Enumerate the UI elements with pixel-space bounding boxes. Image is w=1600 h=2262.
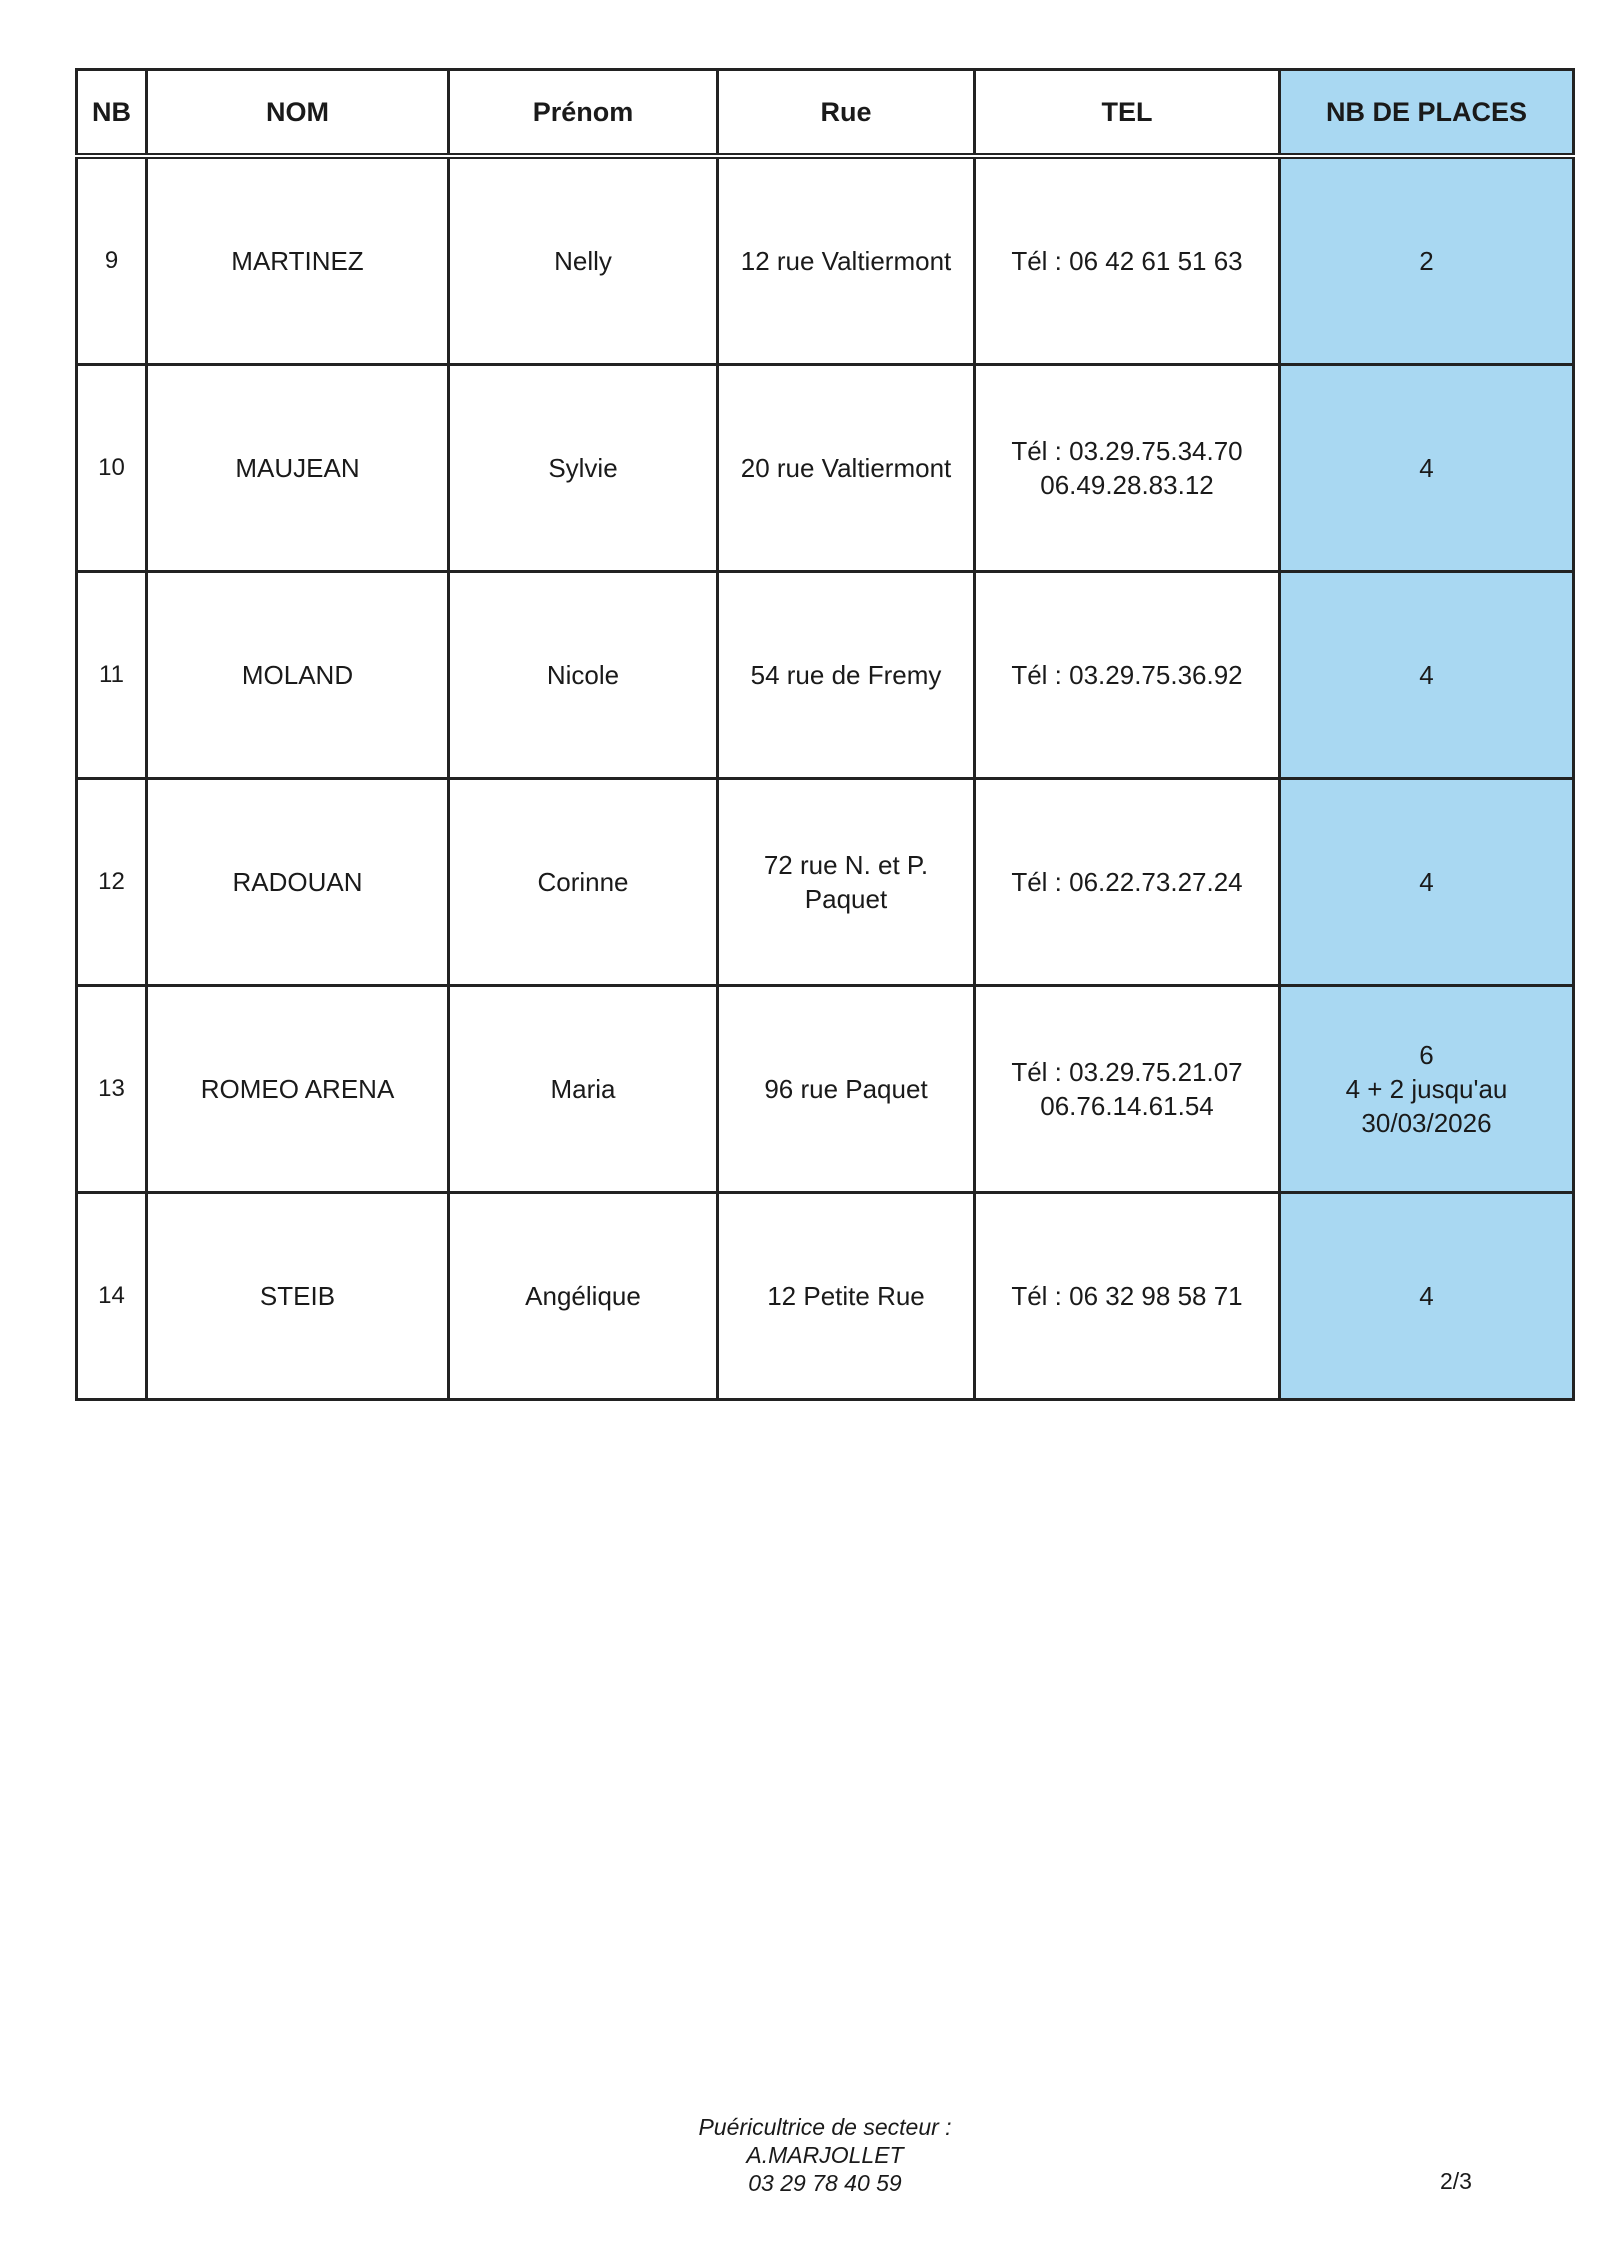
cell-nom: ROMEO ARENA	[147, 986, 449, 1193]
cell-tel-line: Tél : 06 32 98 58 71	[1011, 1281, 1243, 1311]
cell-nb: 10	[77, 365, 147, 572]
cell-nb: 12	[77, 779, 147, 986]
childminder-table	[75, 68, 1575, 1401]
page-number: 2/3	[1440, 2168, 1472, 2194]
cell-rue-line: 12 rue Valtiermont	[740, 246, 952, 276]
cell-nb-de-places-line: 4	[1419, 1281, 1434, 1311]
cell-tel-line: Tél : 03.29.75.21.07	[1011, 1057, 1243, 1087]
cell-nb-de-places-line: 4	[1419, 453, 1434, 483]
cell-nb: 14	[77, 1193, 147, 1400]
cell-prenom: Angélique	[449, 1193, 718, 1400]
cell-nb-de-places	[1280, 779, 1574, 986]
cell-tel	[975, 365, 1280, 572]
cell-tel-line: Tél : 03.29.75.36.92	[1011, 660, 1243, 690]
cell-nom: MOLAND	[147, 572, 449, 779]
cell-rue	[718, 572, 975, 779]
cell-nom: MAUJEAN	[147, 365, 449, 572]
cell-prenom: Sylvie	[449, 365, 718, 572]
cell-prenom: Corinne	[449, 779, 718, 986]
cell-tel	[975, 1193, 1280, 1400]
cell-nb: 13	[77, 986, 147, 1193]
cell-prenom: Nelly	[449, 156, 718, 365]
table-row	[77, 986, 1574, 1193]
cell-nb-de-places-line: 4 + 2 jusqu'au	[1345, 1074, 1508, 1104]
cell-nb-de-places-line: 2	[1419, 246, 1434, 276]
cell-rue-line: 54 rue de Fremy	[750, 660, 942, 690]
table-row	[77, 1193, 1574, 1400]
cell-tel	[975, 156, 1280, 365]
cell-tel	[975, 986, 1280, 1193]
cell-prenom: Nicole	[449, 572, 718, 779]
cell-nb-de-places-line: 4	[1419, 867, 1434, 897]
cell-tel-line: Tél : 06 42 61 51 63	[1011, 246, 1243, 276]
header-prenom: Prénom	[449, 70, 718, 157]
cell-nom: STEIB	[147, 1193, 449, 1400]
cell-nb-de-places	[1280, 365, 1574, 572]
cell-rue	[718, 365, 975, 572]
cell-nom: MARTINEZ	[147, 156, 449, 365]
cell-nb-de-places-line: 6	[1419, 1040, 1434, 1070]
cell-rue	[718, 156, 975, 365]
cell-rue-line: 72 rue N. et P.	[763, 850, 929, 880]
cell-nb-de-places	[1280, 156, 1574, 365]
table-body	[77, 156, 1574, 1400]
cell-nb-de-places-line: 4	[1419, 660, 1434, 690]
cell-tel-line: Tél : 06.22.73.27.24	[1011, 867, 1243, 897]
cell-rue	[718, 779, 975, 986]
footer-role: Puéricultrice de secteur :	[698, 2114, 952, 2140]
cell-rue	[718, 986, 975, 1193]
table-header-row	[77, 70, 1574, 157]
cell-rue-line: 12 Petite Rue	[767, 1281, 925, 1311]
cell-nb: 9	[77, 156, 147, 365]
cell-rue	[718, 1193, 975, 1400]
cell-nb-de-places-line: 30/03/2026	[1361, 1108, 1492, 1138]
header-rue: Rue	[718, 70, 975, 157]
cell-tel	[975, 779, 1280, 986]
cell-tel-line: Tél : 03.29.75.34.70	[1011, 436, 1243, 466]
cell-nb-de-places	[1280, 986, 1574, 1193]
cell-nom: RADOUAN	[147, 779, 449, 986]
table-row	[77, 572, 1574, 779]
footer-phone: 03 29 78 40 59	[748, 2170, 902, 2196]
cell-rue-line: Paquet	[804, 884, 888, 914]
table-row	[77, 779, 1574, 986]
cell-nb-de-places	[1280, 1193, 1574, 1400]
cell-nb: 11	[77, 572, 147, 779]
header-nb-de-places: NB DE PLACES	[1280, 70, 1574, 157]
cell-rue-line: 96 rue Paquet	[764, 1074, 928, 1104]
footer-contact	[600, 2113, 1050, 2197]
header-nom: NOM	[147, 70, 449, 157]
table-row	[77, 156, 1574, 365]
cell-nb-de-places	[1280, 572, 1574, 779]
cell-tel	[975, 572, 1280, 779]
header-nb: NB	[77, 70, 147, 157]
cell-tel-line: 06.76.14.61.54	[1040, 1091, 1214, 1121]
footer-name: A.MARJOLLET	[746, 2142, 904, 2168]
cell-tel-line: 06.49.28.83.12	[1040, 470, 1214, 500]
cell-prenom: Maria	[449, 986, 718, 1193]
cell-rue-line: 20 rue Valtiermont	[740, 453, 952, 483]
table-row	[77, 365, 1574, 572]
header-tel: TEL	[975, 70, 1280, 157]
